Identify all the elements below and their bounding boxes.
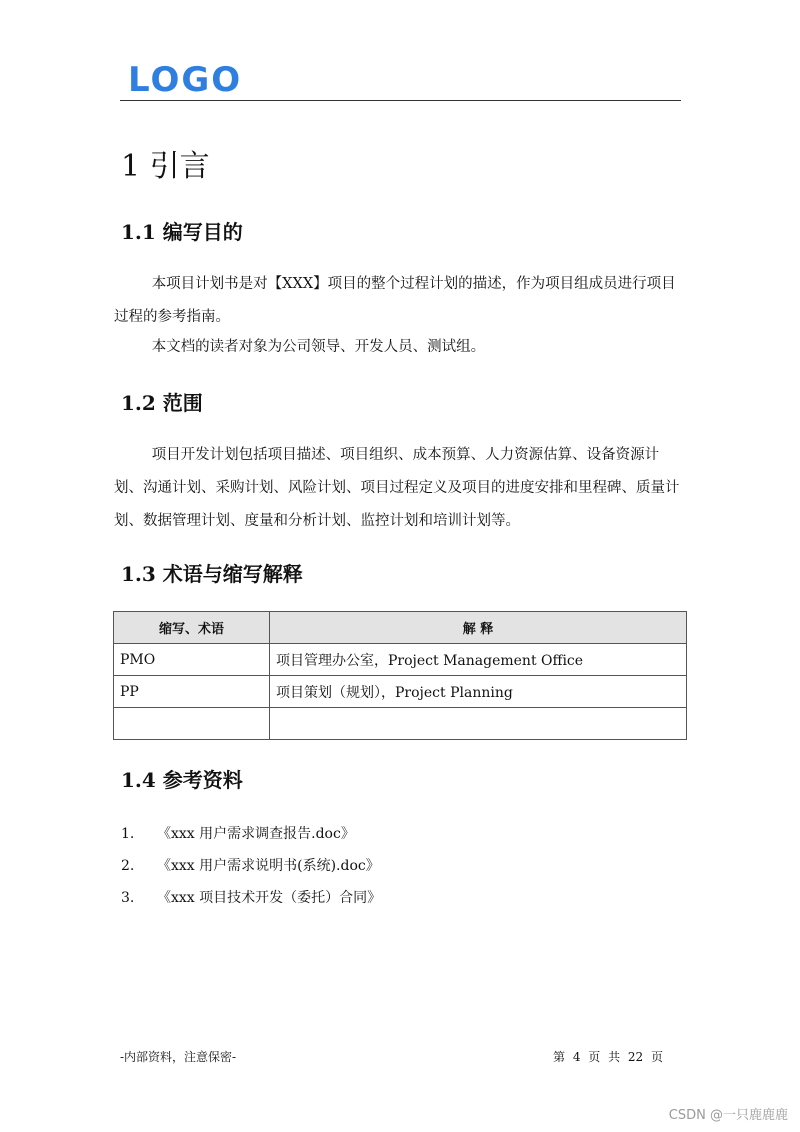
purpose-paragraph-2: 本文档的读者对象为公司领导、开发人员、测试组。: [151, 339, 486, 355]
terms-header-abbr: 缩写、术语: [114, 612, 270, 644]
list-item-number: 2.: [121, 858, 135, 874]
terms-table-header-row: [114, 612, 687, 644]
footer-confidential: -内部资料，注意保密-: [120, 1050, 237, 1064]
section-title-purpose: 1.1 编写目的: [121, 220, 243, 244]
table-row: [114, 708, 687, 740]
terms-cell-desc: [270, 708, 687, 740]
purpose-paragraph-1: 本项目计划书是对【XXX】项目的整个过程计划的描述，作为项目组成员进行项目过程的参考指南。: [114, 276, 676, 325]
list-item-text: 《xxx 项目技术开发（委托）合同》: [157, 890, 382, 906]
table-row: [114, 644, 687, 676]
terms-cell-abbr: PP: [114, 676, 270, 708]
terms-cell-desc: 项目策划（规划），Project Planning: [270, 676, 687, 708]
list-item: [121, 882, 381, 914]
table-row: [114, 676, 687, 708]
section-title-terms: 1.3 术语与缩写解释: [121, 562, 303, 586]
list-item-number: 1.: [121, 826, 135, 842]
footer-page-info: 第 4 页 共 22 页: [553, 1050, 663, 1064]
terms-header-desc: 解 释: [270, 612, 687, 644]
header-rule: [120, 100, 681, 101]
list-item-text: 《xxx 用户需求说明书(系统).doc》: [157, 858, 380, 874]
section-title-scope: 1.2 范围: [121, 391, 203, 415]
terms-cell-abbr: PMO: [114, 644, 270, 676]
list-item: [121, 818, 381, 850]
terms-cell-desc: 项目管理办公室，Project Management Office: [270, 644, 687, 676]
list-item-text: 《xxx 用户需求调查报告.doc》: [157, 826, 355, 842]
section-title-references: 1.4 参考资料: [121, 768, 243, 792]
logo: LOGO: [128, 60, 243, 100]
terms-table: [113, 611, 687, 740]
list-item-number: 3.: [121, 890, 135, 906]
chapter-title: 1 引言: [121, 149, 210, 184]
list-item: [121, 850, 381, 882]
scope-paragraph-1: 项目开发计划包括项目描述、项目组织、成本预算、人力资源估算、设备资源计划、沟通计划、采购计划、风险计划、项目过程定义及项目的进度安排和里程碑、质量计划、数据管理计划、度量和分析计划、监控计划和培训计划等。: [114, 447, 680, 529]
reference-list: [121, 818, 381, 914]
watermark: CSDN @一只鹿鹿鹿: [668, 1108, 788, 1123]
terms-cell-abbr: [114, 708, 270, 740]
